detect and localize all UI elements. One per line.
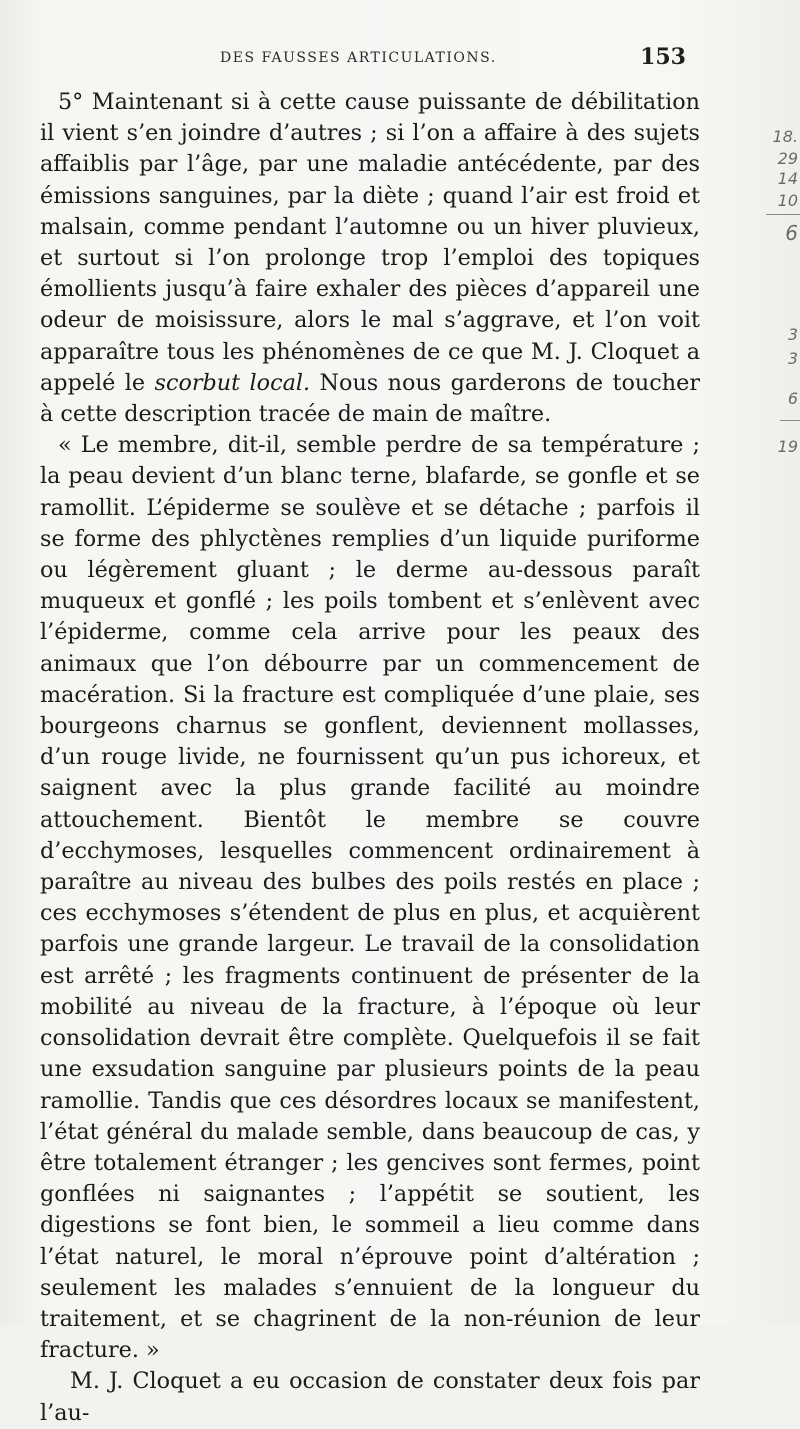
- paragraph-1-text: 5° Maintenant si à cette cause puissante de débilitation il vient s’en joindre d’autres ; si l’on a affaire à des sujets affaiblis par l’âge, par une maladie antécédente, par des émissions sanguines, par la diète ; quand l’air est froid et malsain, comme pendant l’automne ou un hiver pluvieux, et surtout si l’on prolonge trop l’emploi des topiques émollients jusqu’à faire exhaler des pièces d’appareil une odeur de moisissure, alors le mal s’aggrave, et l’on voit apparaître tous les phénomènes de ce que M. J. Cloquet a appelé le: [40, 89, 700, 396]
- margin-rule: [780, 420, 800, 421]
- margin-annotations: [760, 120, 800, 480]
- italic-term: scorbut local.: [154, 369, 311, 396]
- page-header: [40, 44, 690, 78]
- margin-note: 3: [787, 325, 798, 344]
- margin-note: 3: [787, 349, 798, 368]
- margin-note: 10: [777, 191, 798, 210]
- running-head: DES FAUSSES ARTICULATIONS.: [220, 50, 497, 66]
- margin-rule: [766, 214, 800, 215]
- body-text: [40, 87, 700, 1429]
- paragraph-1: [40, 87, 700, 430]
- margin-note: 29: [777, 149, 798, 168]
- quotation-paragraph: « Le membre, dit-il, semble perdre de sa température ; la peau devient d’un blanc terne, blafarde, se gonfle et se ramollit. L’épiderme se soulève et se détache ; parfois il se forme des phlyctènes remplies d’un liquide puriforme ou légèrement gluant ; le derme au-dessous paraît muqueux et gonflé ; les poils tombent et s’enlèvent avec l’épiderme, comme cela arrive pour les peaux des animaux que l’on débourre par un commencement de macération. Si la fracture est compliquée d’une plaie, ses bourgeons charnus se gonflent, deviennent mollasses, d’un rouge livide, ne fournissent qu’un pus ichoreux, et saignent avec la plus grande facilité au moindre attouchement. Bientôt le membre se couvre d’ecchymoses, lesquelles commencent ordinairement à paraître au niveau des bulbes des poils restés en place ; ces ecchymoses s’étendent de plus en plus, et acquièrent parfois une grande largeur. Le travail de la consolidation est arrêté ; les fragments continuent de présenter de la mobilité au niveau de la fracture, à l’époque où leur consolidation devrait être complète. Quelquefois il se fait une exsudation sanguine par plusieurs points de la peau ramollie. Tandis que ces désordres locaux se manifestent, l’état général du malade semble, dans beaucoup de cas, y être totalement étranger ; les gencives sont fermes, point gonflées ni saignantes ; l’appétit se soutient, les digestions se font bien, le sommeil a lieu comme dans l’état naturel, le moral n’éprouve point d’altération ; seulement les malades s’ennuient de la longueur du traitement, et se chagrinent de la non-réunion de leur fracture. »: [40, 432, 700, 1364]
- page-number: 153: [640, 44, 686, 70]
- margin-note: 19: [777, 437, 798, 456]
- paragraph-1-end: Nous nous garderons de toucher à cette description tracée de main de maître.: [40, 369, 700, 428]
- margin-note: 18.: [772, 127, 798, 146]
- margin-note: 6: [785, 221, 798, 245]
- margin-note: 14: [777, 169, 798, 188]
- paragraph-3: M. J. Cloquet a eu occasion de constater deux fois par l’au-: [40, 1368, 700, 1426]
- margin-note: 6: [787, 389, 798, 408]
